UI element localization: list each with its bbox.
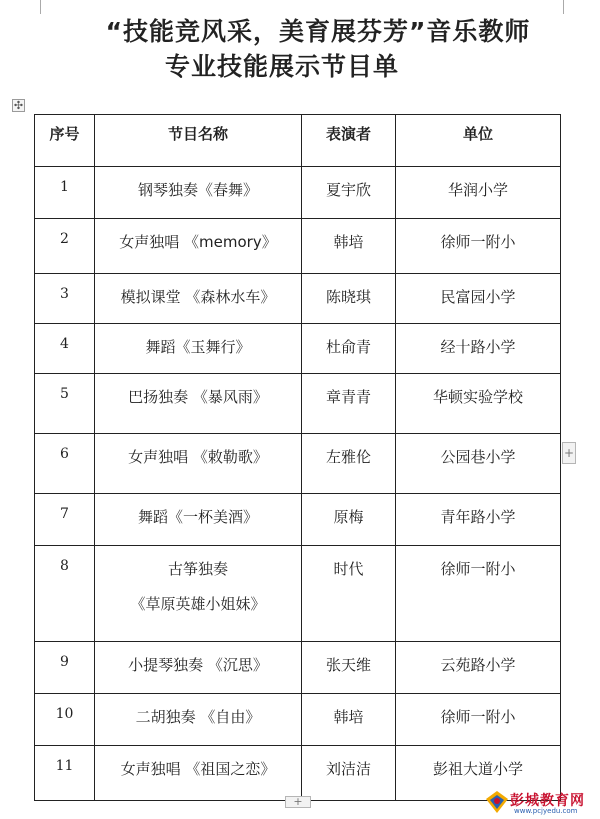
table-row bbox=[35, 274, 561, 324]
row-program: 二胡独奏 《自由》 bbox=[95, 694, 302, 746]
row-program: 小提琴独奏 《沉思》 bbox=[95, 642, 302, 694]
row-program-line1: 古筝独奏 bbox=[167, 560, 228, 578]
row-no: 8 bbox=[35, 546, 95, 642]
row-unit: 民富园小学 bbox=[396, 274, 561, 324]
document-title-line1: “技能竞风采，美育展芬芳”音乐教师 bbox=[105, 17, 531, 46]
row-performer: 张天维 bbox=[302, 642, 396, 694]
row-program: 模拟课堂 《森林水车》 bbox=[95, 274, 302, 324]
header-no: 序号 bbox=[35, 115, 95, 167]
row-program bbox=[95, 546, 302, 642]
row-no: 1 bbox=[35, 167, 95, 219]
row-performer: 韩培 bbox=[302, 219, 396, 274]
row-program: 女声独唱 《祖国之恋》 bbox=[95, 746, 302, 801]
table-row bbox=[35, 546, 561, 642]
row-no: 6 bbox=[35, 434, 95, 494]
row-no: 11 bbox=[35, 746, 95, 801]
row-unit: 公园巷小学 bbox=[396, 434, 561, 494]
table-row bbox=[35, 642, 561, 694]
table-row bbox=[35, 324, 561, 374]
row-unit: 徐师一附小 bbox=[396, 219, 561, 274]
row-no: 4 bbox=[35, 324, 95, 374]
row-no: 5 bbox=[35, 374, 95, 434]
table-move-handle-icon[interactable]: ✣ bbox=[13, 99, 24, 112]
table-header-row bbox=[35, 115, 561, 167]
row-no: 10 bbox=[35, 694, 95, 746]
watermark-url: www.pcjyedu.com bbox=[514, 807, 578, 815]
row-no: 3 bbox=[35, 274, 95, 324]
add-column-plus-icon[interactable]: + bbox=[562, 442, 576, 464]
row-unit: 华顿实验学校 bbox=[396, 374, 561, 434]
table-row bbox=[35, 434, 561, 494]
row-no: 9 bbox=[35, 642, 95, 694]
row-program: 钢琴独奏《春舞》 bbox=[95, 167, 302, 219]
row-unit: 华润小学 bbox=[396, 167, 561, 219]
document-title-line2: 专业技能展示节目单 bbox=[164, 52, 399, 81]
table-row bbox=[35, 746, 561, 801]
row-unit: 彭祖大道小学 bbox=[396, 746, 561, 801]
row-performer: 时代 bbox=[302, 546, 396, 642]
program-table bbox=[34, 114, 561, 801]
row-performer: 章青青 bbox=[302, 374, 396, 434]
table-row bbox=[35, 494, 561, 546]
row-no: 2 bbox=[35, 219, 95, 274]
row-performer: 原梅 bbox=[302, 494, 396, 546]
site-watermark bbox=[484, 789, 600, 817]
row-performer: 陈晓琪 bbox=[302, 274, 396, 324]
row-performer: 夏宇欣 bbox=[302, 167, 396, 219]
watermark-logo-icon bbox=[484, 789, 510, 815]
row-performer: 刘洁洁 bbox=[302, 746, 396, 801]
header-performer: 表演者 bbox=[302, 115, 396, 167]
row-unit: 青年路小学 bbox=[396, 494, 561, 546]
row-performer: 杜俞青 bbox=[302, 324, 396, 374]
row-unit: 云苑路小学 bbox=[396, 642, 561, 694]
row-unit: 经十路小学 bbox=[396, 324, 561, 374]
table-row bbox=[35, 219, 561, 274]
row-no: 7 bbox=[35, 494, 95, 546]
row-unit: 徐师一附小 bbox=[396, 546, 561, 642]
table-row bbox=[35, 167, 561, 219]
row-program: 女声独唱 《memory》 bbox=[95, 219, 302, 274]
row-unit: 徐师一附小 bbox=[396, 694, 561, 746]
row-program-line2: 《草原英雄小姐妹》 bbox=[130, 595, 266, 613]
table-row bbox=[35, 694, 561, 746]
watermark-site-name: 彭城教育网 bbox=[510, 793, 585, 809]
table-row bbox=[35, 374, 561, 434]
row-performer: 左雅伦 bbox=[302, 434, 396, 494]
row-performer: 韩培 bbox=[302, 694, 396, 746]
row-program: 女声独唱 《敕勒歌》 bbox=[95, 434, 302, 494]
row-program: 巴扬独奏 《暴风雨》 bbox=[95, 374, 302, 434]
row-program: 舞蹈《玉舞行》 bbox=[95, 324, 302, 374]
row-program: 舞蹈《一杯美酒》 bbox=[95, 494, 302, 546]
header-program: 节目名称 bbox=[95, 115, 302, 167]
add-row-plus-icon[interactable]: + bbox=[285, 796, 311, 808]
header-unit: 单位 bbox=[396, 115, 561, 167]
